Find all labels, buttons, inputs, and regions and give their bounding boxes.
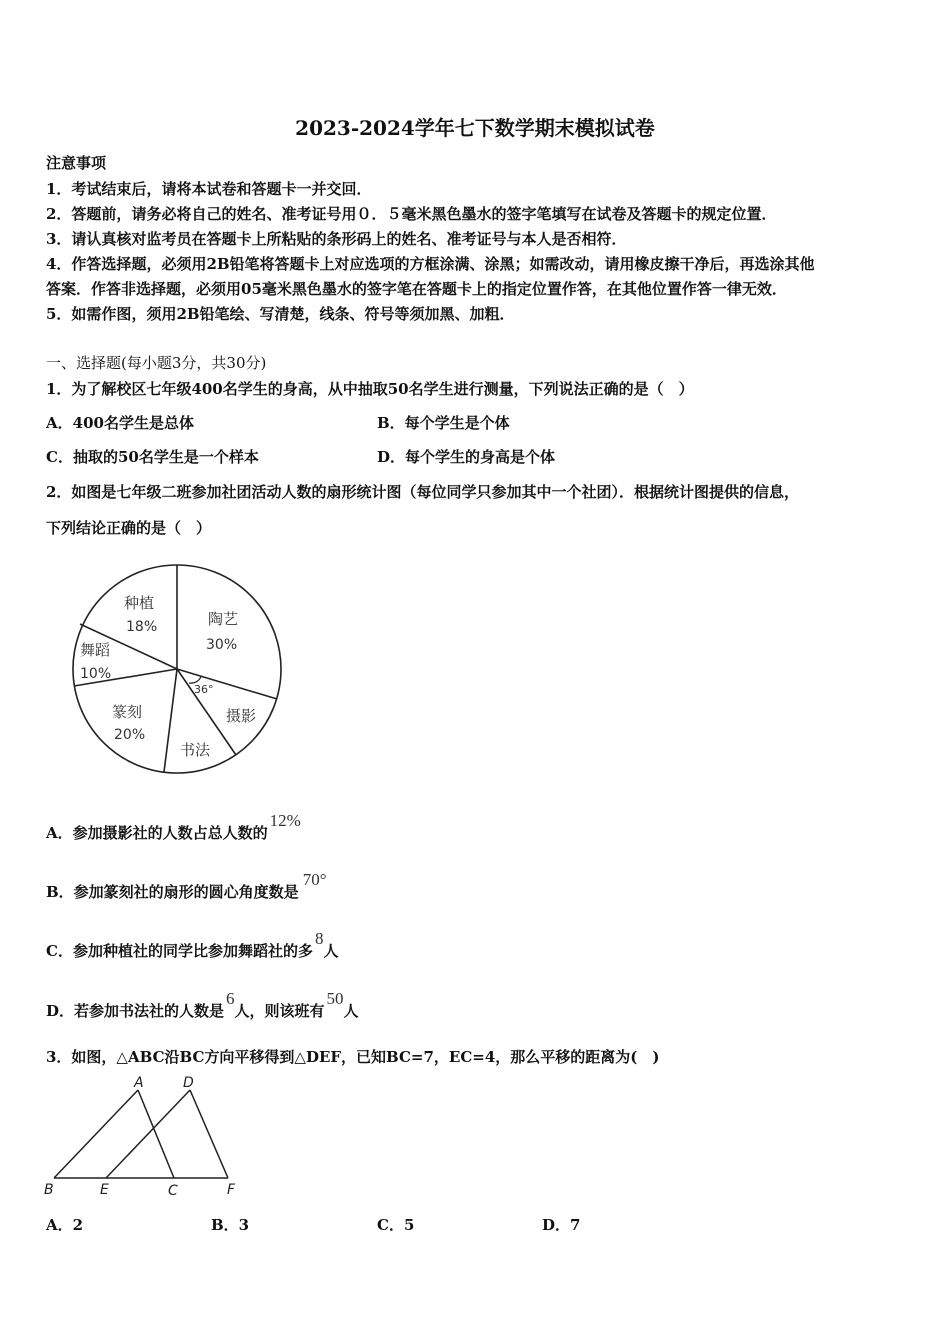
slice-percent: 30% — [206, 637, 238, 653]
q3-option-b: B．3 — [211, 1216, 250, 1234]
question-1-stem: 1．为了解校区七年级400名学生的身高，从中抽取50名学生进行测量，下列说法正确的是（ ） — [46, 380, 694, 398]
notice-item: 4．作答选择题，必须用2B铅笔将答题卡上对应选项的方框涂满、涂黑；如需改动，请用橡皮擦干净后，再选涂其他 — [46, 255, 815, 273]
angle-label: 36° — [194, 683, 214, 696]
q2-option-a: A．参加摄影社的人数占总人数的12% — [46, 811, 301, 842]
notice-item: 答案．作答非选择题，必须用05毫米黑色墨水的签字笔在答题卡上的指定位置作答，在其他位置作答一律无效． — [46, 280, 787, 298]
point-label-b: B — [44, 1182, 54, 1198]
pie-boundary — [164, 669, 177, 772]
page-title: 2023-2024学年七下数学期末模拟试卷 — [295, 116, 655, 140]
point-label-a: A — [134, 1075, 144, 1091]
math-value: 70° — [302, 870, 327, 889]
q2-option-c: C．参加种植社的同学比参加舞蹈社的多8人 — [46, 929, 339, 960]
q1-option-c: C．抽取的50名学生是一个样本 — [46, 448, 259, 466]
slice-label: 种植 — [124, 594, 155, 612]
q2-option-d: D．若参加书法社的人数是6人，则该班有50人 — [46, 989, 359, 1020]
q1-option-d: D．每个学生的身高是个体 — [377, 448, 556, 466]
notice-item: 1．考试结束后，请将本试卷和答题卡一并交回． — [46, 180, 372, 198]
math-value: 8 — [314, 929, 324, 948]
slice-label: 摄影 — [226, 707, 257, 725]
slice-label: 书法 — [180, 741, 211, 759]
slice-label: 篆刻 — [112, 703, 143, 721]
q1-option-b: B．每个学生是个体 — [377, 414, 510, 432]
notice-item: 3．请认真核对监考员在答题卡上所粘贴的条形码上的姓名、准考证号与本人是否相符． — [46, 230, 627, 248]
q2-option-b: B．参加篆刻社的扇形的圆心角度数是70° — [46, 870, 327, 901]
q1-option-a: A．400名学生是总体 — [46, 414, 194, 432]
slice-percent: 20% — [114, 727, 146, 743]
math-value: 6 — [226, 989, 235, 1008]
question-2-stem-cont: 下列结论正确的是（ ） — [46, 519, 212, 537]
notice-heading: 注意事项 — [46, 154, 107, 172]
slice-label: 舞蹈 — [80, 641, 111, 659]
translation-figure — [40, 1074, 250, 1202]
q3-option-a: A．2 — [46, 1216, 84, 1234]
point-label-d: D — [183, 1075, 194, 1091]
segment-ac — [138, 1090, 174, 1178]
notice-item: 2．答题前，请务必将自己的姓名、准考证号用０．５毫米黑色墨水的签字笔填写在试卷及答题卡的规定位置． — [46, 205, 777, 223]
segment-df — [190, 1090, 228, 1178]
slice-percent: 10% — [80, 666, 112, 682]
point-label-f: F — [227, 1182, 236, 1198]
slice-percent: 18% — [126, 619, 158, 635]
point-label-e: E — [100, 1182, 109, 1198]
math-value: 12% — [269, 811, 301, 830]
math-value: 50 — [326, 989, 344, 1008]
notice-item: 5．如需作图，须用2B铅笔绘、写清楚，线条、符号等须加黑、加粗． — [46, 305, 515, 323]
slice-label: 陶艺 — [208, 610, 239, 628]
question-2-stem: 2．如图是七年级二班参加社团活动人数的扇形统计图（每位同学只参加其中一个社团）．根据统计图提供的信息， — [46, 483, 799, 501]
section-heading: 一、选择题(每小题3分，共30分) — [46, 354, 267, 372]
segment-ab — [54, 1090, 138, 1178]
q3-option-c: C．5 — [377, 1216, 415, 1234]
point-label-c: C — [168, 1183, 178, 1199]
pie-boundary — [177, 669, 277, 699]
pie-chart — [60, 556, 300, 786]
q3-option-d: D．7 — [542, 1216, 581, 1234]
segment-ed — [106, 1090, 190, 1178]
question-3-stem: 3．如图，△ABC沿BC方向平移得到△DEF，已知BC=7，EC=4，那么平移的距离为( ) — [46, 1048, 660, 1066]
